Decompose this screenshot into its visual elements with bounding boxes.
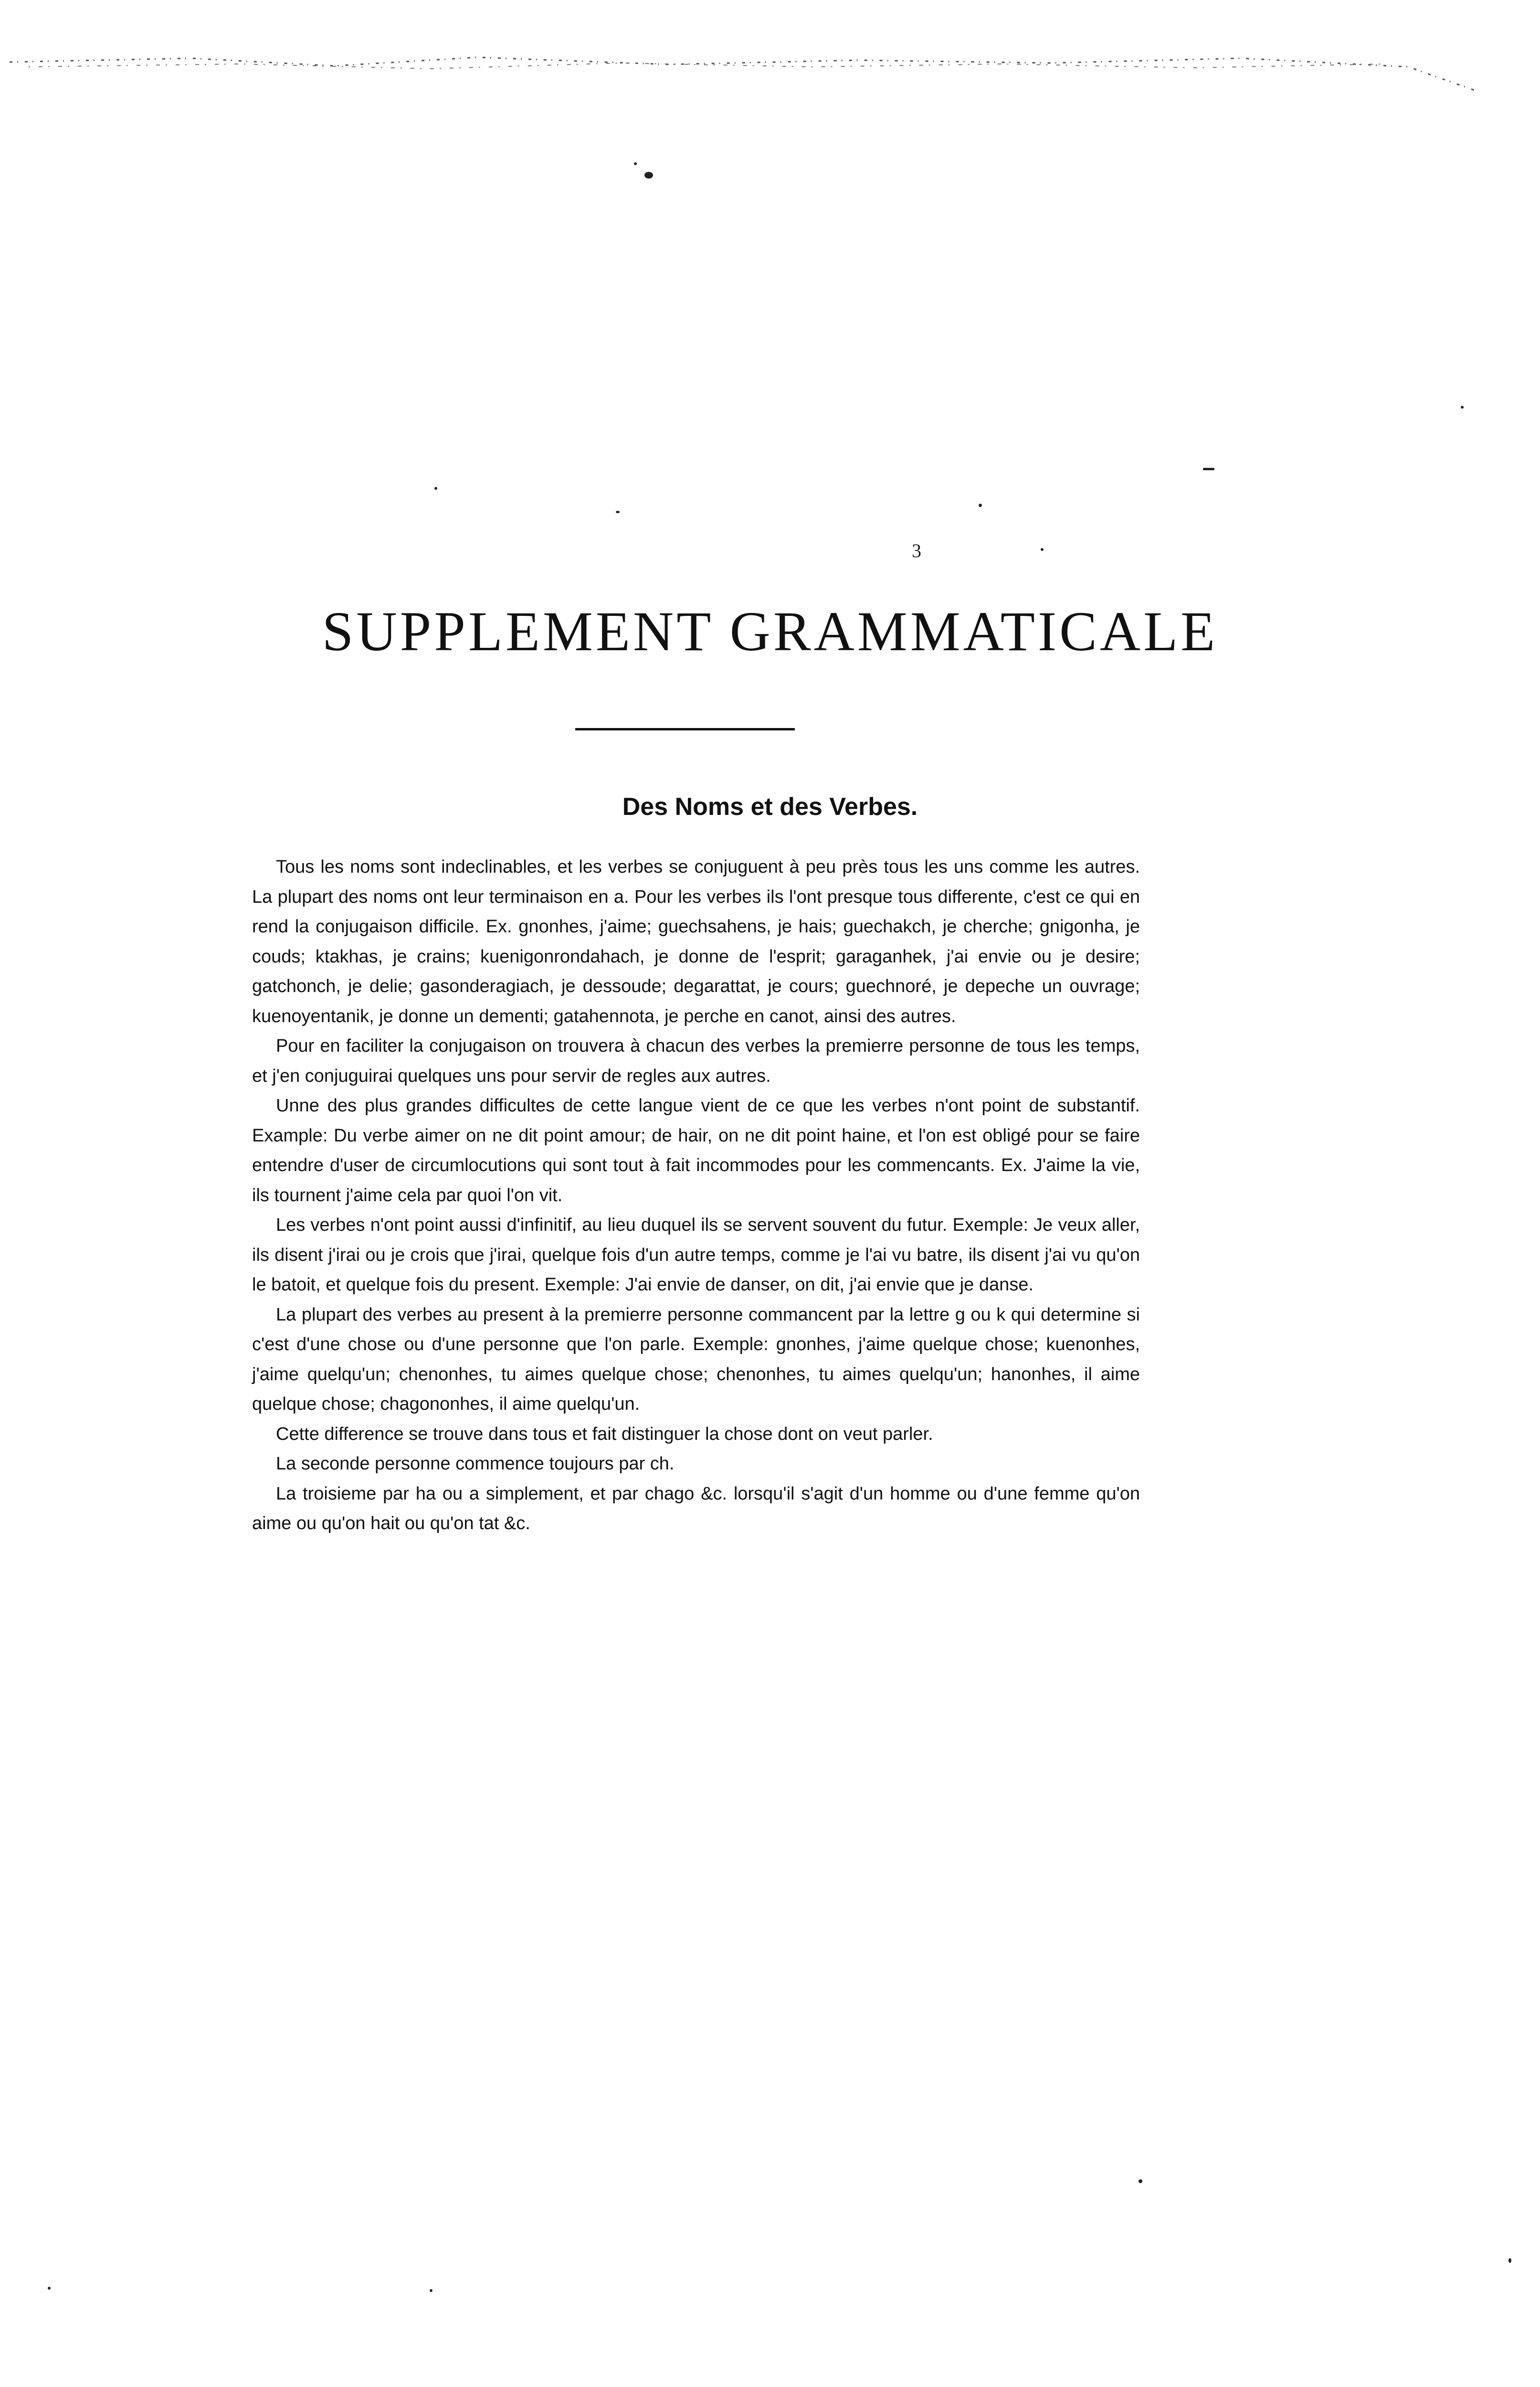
paragraph: La plupart des verbes au present à la premierre personne commancent par la lettre g ou k qui determine si c'est d'une chose ou d'une personne que l'on parle. Exemple: gnonhes, j'aime quelque chose; kuenonhes, j'aime quelqu'un; chenonhes, tu aimes quelque chose; chenonhes, tu aimes quelqu'un; hanonhes, il aime quelque chose; chagononhes, il aime quelqu'un.: [252, 1304, 1140, 1414]
scan-speck: [1203, 468, 1214, 470]
title-divider: [575, 728, 795, 730]
scan-noise-band: [0, 29, 1540, 91]
paragraph: La seconde personne commence toujours par ch.: [276, 1454, 675, 1474]
scan-speck: [434, 487, 437, 490]
scan-speck: [1461, 406, 1464, 409]
paragraph: Pour en faciliter la conjugaison on trouvera à chacun des verbes la premierre personne de tous les temps, et j'en conjuguirai quelques uns pour servir de regles aux autres.: [252, 1036, 1140, 1086]
paragraph: La troisieme par ha ou a simplement, et par chago &c. lorsqu'il s'agit d'un homme ou d'une femme qu'on aime ou qu'on hait ou qu'on tat &c.: [252, 1483, 1140, 1533]
scan-speck: [1041, 548, 1044, 551]
scan-speck: [430, 2289, 432, 2292]
body-text: [252, 852, 1140, 1539]
paragraph: Les verbes n'ont point aussi d'infinitif, au lieu duquel ils se servent souvent du futur. Exemple: Je veux aller, ils disent j'irai ou je crois que j'irai, quelque fois d'un autre temps, comme je l'ai vu batre, ils disent j'ai vu qu'on le batoit, et quelque fois du present. Exemple: J'ai envie de danser, on dit, j'ai envie que je danse.: [252, 1215, 1140, 1295]
scan-speck: [634, 162, 637, 165]
scan-speck: [1508, 2258, 1511, 2263]
section-heading: Des Noms et des Verbes.: [622, 793, 918, 821]
scan-speck: [979, 504, 982, 507]
page-number: 3: [912, 540, 921, 561]
page-title: SUPPLEMENT GRAMMATICALE: [322, 600, 1218, 663]
scan-speck: [1139, 2179, 1142, 2183]
scan-speck: [616, 511, 620, 513]
paragraph: Unne des plus grandes difficultes de cette langue vient de ce que les verbes n'ont point de substantif. Example: Du verbe aimer on ne dit point amour; de hair, on ne dit point haine, et l'on est obligé pour se faire entendre d'user de circumlocutions qui sont tout à fait incommodes pour les commencants. Ex. J'aime la vie, ils tournent j'aime cela par quoi l'on vit.: [252, 1096, 1140, 1205]
scan-speck: [644, 172, 653, 179]
paragraph: Cette difference se trouve dans tous et fait distinguer la chose dont on veut parler.: [276, 1424, 933, 1444]
scan-speck: [48, 2287, 51, 2290]
paragraph: Tous les noms sont indeclinables, et les verbes se conjuguent à peu près tous les uns comme les autres. La plupart des noms ont leur terminaison en a. Pour les verbes ils l'ont presque tous differente, c'est ce qui en rend la conjugaison difficile. Ex. gnonhes, j'aime; guechsahens, je hais; guechakch, je cherche; gnigonha, je couds; ktakhas, je crains; kuenigonrondahach, je donne de l'esprit; garaganhek, j'ai envie ou je desire; gatchonch, je delie; gasonderagiach, je dessoude; degarattat, je cours; guechnoré, je depeche un ouvrage; kuenoyentanik, je donne un dementi; gatahennota, je perche en canot, ainsi des autres.: [252, 857, 1140, 1026]
